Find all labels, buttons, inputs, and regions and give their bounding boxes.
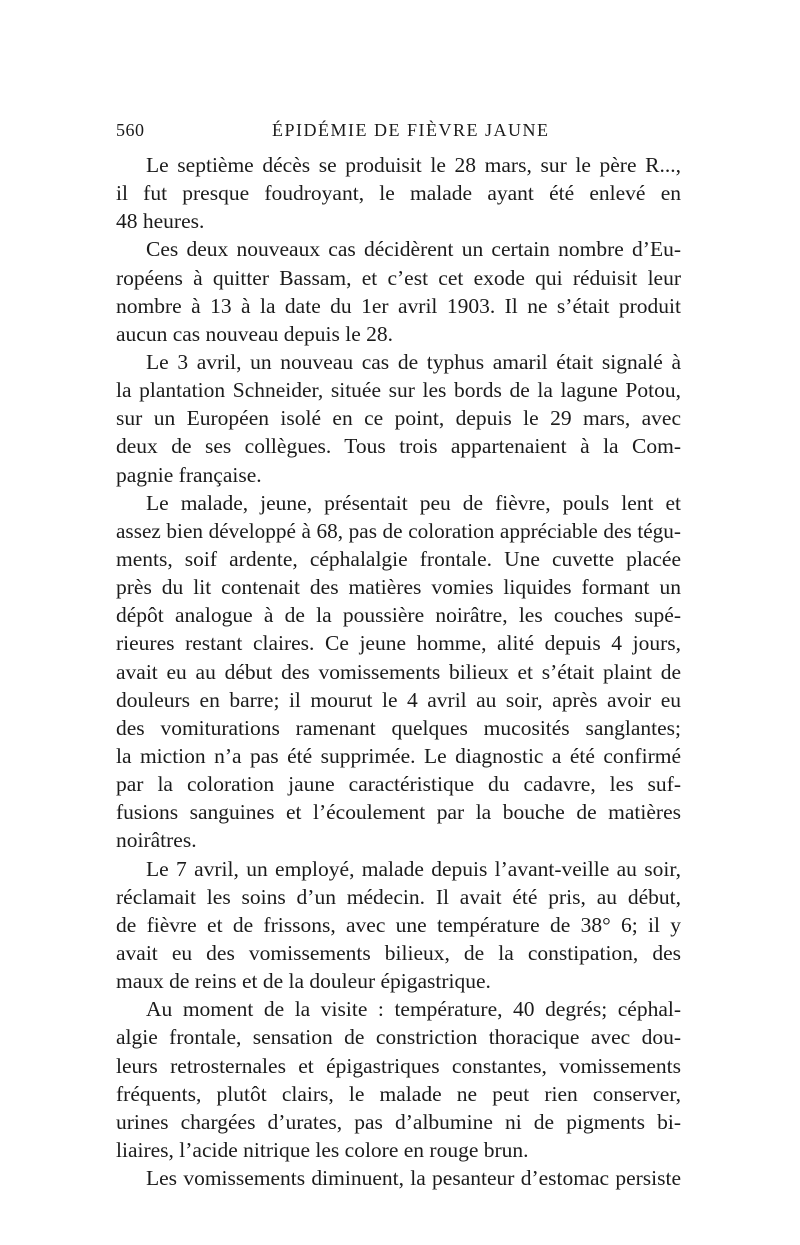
text-line: réclamait les soins d’un médecin. Il avait été pris, au début,	[116, 884, 681, 909]
text-line: Les vomissements diminuent, la pesanteur d’estomac persiste	[146, 1166, 681, 1191]
text-line: Le 3 avril, un nouveau cas de typhus amaril était signalé à	[146, 349, 681, 374]
text-line: liaires, l’acide nitrique les colore en rouge brun.	[116, 1137, 529, 1162]
text-line: rieures restant claires. Ce jeune homme, alité depuis 4 jours,	[116, 631, 681, 656]
text-line: avait eu au début des vomissements bilieux et s’était plaint de	[116, 659, 681, 684]
text-line: fréquents, plutôt clairs, le malade ne peut rien conserver,	[116, 1081, 681, 1106]
text-line: ments, soif ardente, céphalalgie frontale. Une cuvette placée	[116, 546, 681, 571]
text-line: la miction n’a pas été supprimée. Le diagnostic a été confirmé	[116, 743, 681, 768]
body-text	[116, 151, 681, 1192]
text-line: il fut presque foudroyant, le malade ayant été enlevé en	[116, 181, 681, 206]
text-line: deux de ses collègues. Tous trois appartenaient à la Com-	[116, 434, 681, 459]
text-line: dépôt analogue à de la poussière noirâtre, les couches supé-	[116, 603, 681, 628]
text-line: algie frontale, sensation de constriction thoracique avec dou-	[116, 1025, 681, 1050]
text-line: leurs retrosternales et épigastriques constantes, vomissements	[116, 1053, 681, 1078]
text-line: aucun cas nouveau depuis le 28.	[116, 321, 394, 346]
text-line: Ces deux nouveaux cas décidèrent un certain nombre d’Eu-	[146, 237, 681, 262]
text-line: la plantation Schneider, située sur les bords de la lagune Potou,	[116, 378, 681, 403]
text-line: ropéens à quitter Bassam, et c’est cet exode qui réduisit leur	[116, 265, 681, 290]
text-line: avait eu des vomissements bilieux, de la constipation, des	[116, 940, 681, 965]
text-line: Au moment de la visite : température, 40 degrés; céphal-	[146, 997, 681, 1022]
text-line: urines chargées d’urates, pas d’albumine ni de pigments bi-	[116, 1109, 681, 1134]
running-title: ÉPIDÉMIE DE FIÈVRE JAUNE	[272, 120, 550, 140]
text-line: Le septième décès se produisit le 28 mars, sur le père R...,	[146, 153, 681, 177]
text-line: sur un Européen isolé en ce point, depuis le 29 mars, avec	[116, 406, 681, 431]
page-number: 560	[116, 120, 145, 140]
text-line: douleurs en barre; il mourut le 4 avril au soir, après avoir eu	[116, 687, 681, 712]
text-line: des vomiturations ramenant quelques mucosités sanglantes;	[116, 715, 681, 740]
text-line: assez bien développé à 68, pas de coloration appréciable des tégu-	[116, 518, 681, 543]
text-line: Le malade, jeune, présentait peu de fièvre, pouls lent et	[146, 490, 681, 515]
text-line: 48 heures.	[116, 209, 205, 234]
running-header	[116, 120, 681, 144]
text-line: pagnie française.	[116, 462, 262, 487]
text-line: près du lit contenait des matières vomies liquides formant un	[116, 575, 681, 600]
text-line: Le 7 avril, un employé, malade depuis l’avant-veille au soir,	[146, 856, 681, 881]
text-line: par la coloration jaune caractéristique du cadavre, les suf-	[116, 772, 681, 797]
text-line: fusions sanguines et l’écoulement par la bouche de matières	[116, 800, 681, 825]
text-line: nombre à 13 à la date du 1er avril 1903. Il ne s’était produit	[116, 293, 681, 318]
text-line: maux de reins et de la douleur épigastrique.	[116, 969, 491, 994]
text-line: noirâtres.	[116, 828, 197, 853]
text-line: de fièvre et de frissons, avec une température de 38° 6; il y	[116, 912, 681, 937]
